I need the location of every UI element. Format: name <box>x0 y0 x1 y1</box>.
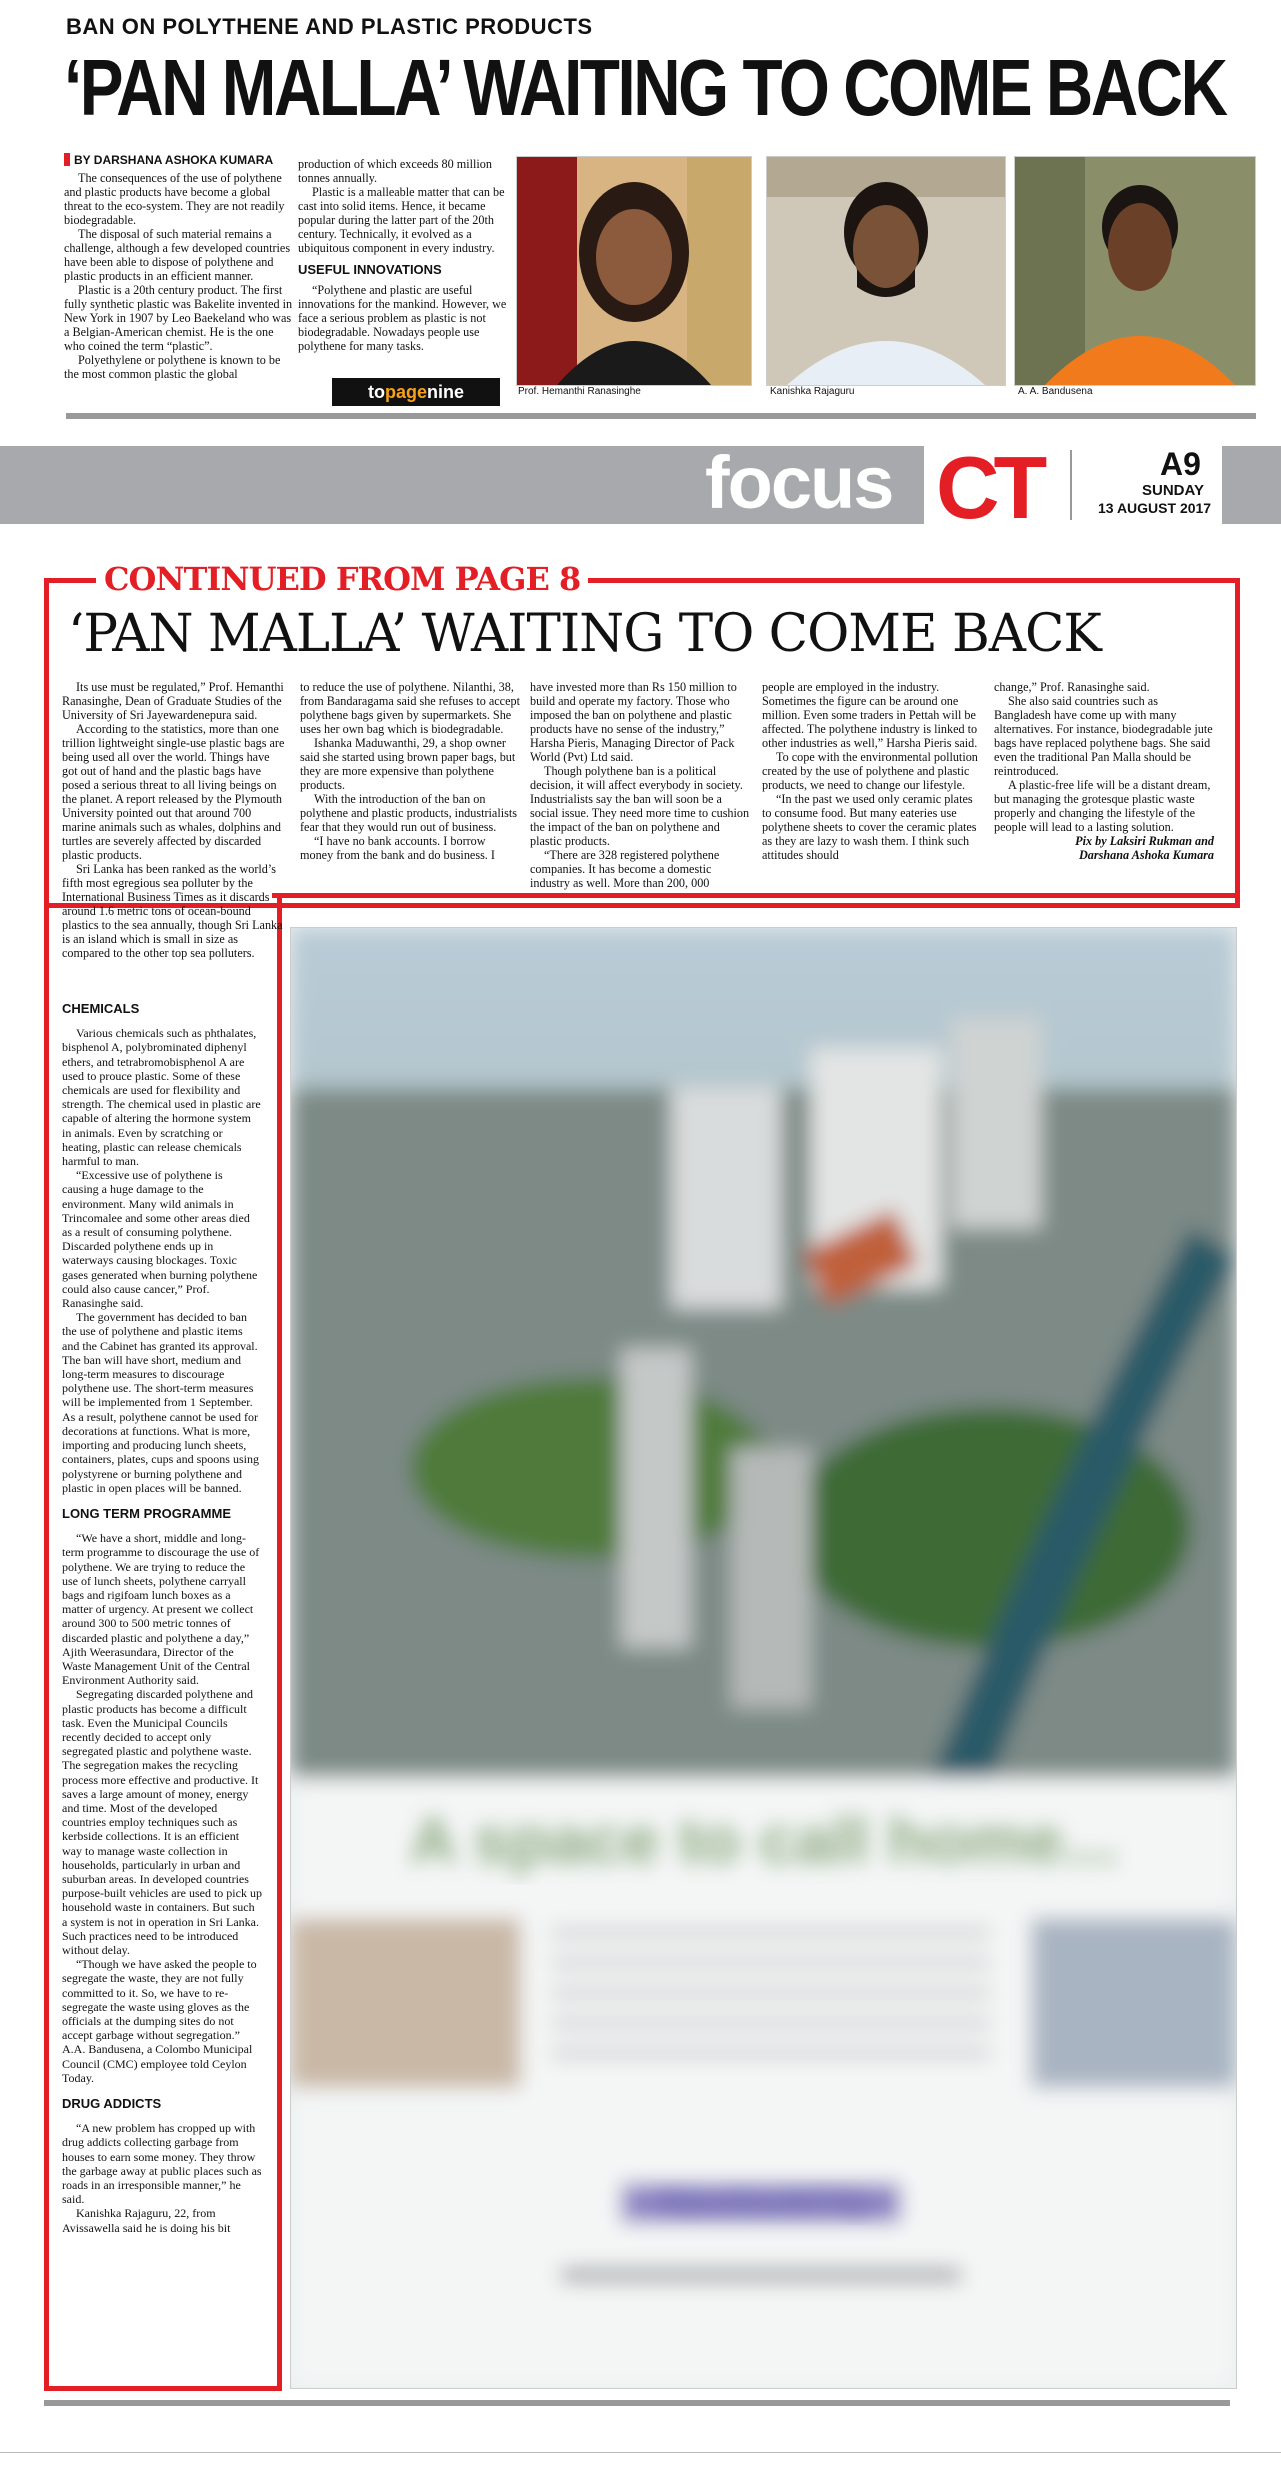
paragraph: A plastic-free life will be a distant dream, but managing the grotesque plastic waste properly and changing the lifestyle of the people will lead to a lasting solution. <box>994 778 1211 834</box>
page-number: A9 <box>1160 446 1201 482</box>
subhead-useful-innovations: USEFUL INNOVATIONS <box>298 262 442 277</box>
paragraph: To cope with the environmental pollution created by the use of polythene and plastic products, we need to change our lifestyle. <box>762 750 978 792</box>
ceylon-today-logo: CT <box>936 438 1042 537</box>
paragraph: “Polythene and plastic are useful innovations for the mankind. However, we face a serious problem as plastic is not biodegradable. Nowadays people use polythene for many tasks. <box>298 283 507 353</box>
cont-col-4 <box>762 680 984 862</box>
top-divider <box>66 413 1256 419</box>
continued-headline: ‘PAN MALLA’ WAITING TO COME BACK <box>68 604 1101 664</box>
advert-headline: A space to call home... <box>409 1803 1119 1877</box>
paragraph: Various chemicals such as phthalates, bisphenol A, polybrominated diphenyl ethers, and tetrabromobisphenol A are used to prouce plastic. Some of these chemicals are used for flexibility and strength. The chemical used in plastic are capable of altering the hormone system in animals. Even by scratching or heating, plastic can release chemicals harmful to man. <box>62 1026 261 1169</box>
subhead-drug-addicts: DRUG ADDICTS <box>62 2096 162 2112</box>
paragraph: Segregating discarded polythene and plastic products has become a difficult task. Even the Municipal Councils recently decided to accept only segregated plastic and polythene waste. The segregation makes the recycling process more effective and productive. It saves a large amount of money, energy and time. Most of the developed countries employ techniques such as kerbside collections. It is an efficient way to manage waste collection in households, particularly in urban and suburban areas. In developed countries purpose-built vehicles are used to pick up household waste in containers. But such a system is not in operation in Sri Lanka. Such practices need to be introduced without delay. <box>62 1687 262 1957</box>
paragraph: Sri Lanka has been ranked as the world’s fifth most egregious sea polluter by the International Business Times as it discards around 1.6 metric tons of ocean-bound plastics to the sea annually, though Sri Lanka is an island which is small in size as compared to the other top sea polluters. <box>62 862 283 960</box>
paragraph: change,” Prof. Ranasinghe said. <box>994 680 1150 694</box>
paragraph: Kanishka Rajaguru, 22, from Avissawella said he is doing his bit <box>62 2206 231 2235</box>
paragraph: Its use must be regulated,” Prof. Hemanthi Ranasinghe, Dean of Graduate Studies of the University of Sri Jayewardenepura said. <box>62 680 284 722</box>
cont-col-3 <box>530 680 750 890</box>
bottom-divider <box>44 2400 1230 2406</box>
page-headline: ‘PAN MALLA’ WAITING TO COME BACK <box>64 43 1226 132</box>
frame-join <box>272 893 1235 898</box>
paragraph: people are employed in the industry. Sometimes the figure can be around one million. Even some traders in Pettah will be affected. The polythene industry is linked to other industries as well,” Harsha Pieris said. <box>762 680 978 750</box>
paragraph: production of which exceeds 80 million tonnes annually. <box>298 157 492 185</box>
byline-text: BY DARSHANA ASHOKA KUMARA <box>74 153 274 167</box>
paragraph: The consequences of the use of polythene and plastic products have become a global threat to the eco-system. They are not readily biodegradable. <box>64 171 285 227</box>
paragraph: to reduce the use of polythene. Nilanthi, 38, from Bandaragama said she refuses to accept polythene bags given by supermarkets. She uses her own bag which is biodegradable. <box>300 680 520 736</box>
paragraph: Plastic is a malleable matter that can be cast into solid items. Hence, it became popular during the latter part of the 20th century. Technically, it evolved as a ubiquitous component in every industry. <box>298 185 505 255</box>
cont-col-2 <box>300 680 520 862</box>
paragraph: With the introduction of the ban on polythene and plastic products, industrialists fear that they would run out of business. <box>300 792 517 834</box>
advert-brand: HavelockCity <box>657 2183 871 2221</box>
photo-aa-bandusena <box>1014 156 1256 386</box>
photo-hemanthi-ranasinghe <box>516 156 752 386</box>
photo-caption: Kanishka Rajaguru <box>770 386 855 397</box>
byline <box>64 153 273 167</box>
top-col-1 <box>64 171 296 381</box>
photo-caption: Prof. Hemanthi Ranasinghe <box>518 386 641 397</box>
photo-credit-line-2: Darshana Ashoka Kumara <box>1078 848 1214 862</box>
paragraph: “In the past we used only ceramic plates to consume food. But many eateries use polythene sheets to cover the ceramic plates as they are lazy to wash them. I think such attitudes should <box>762 792 977 862</box>
paragraph: The disposal of such material remains a challenge, although a few developed countries have been able to dispose of polythene and plastic products in an efficient manner. <box>64 227 291 283</box>
issue-day: SUNDAY <box>1142 482 1204 499</box>
paragraph: The government has decided to ban the use of polythene and plastic items and the Cabinet has granted its approval. The ban will have short, medium and long-term measures to discourage polythene use. The short-term measures will be implemented from 1 September. As a result, polythene cannot be used for decorations at functions. What is more, importing and producing lunch sheets, containers, plates, cups and spoons using polystyrene or burning polythene and plastic in open places will be banned. <box>62 1310 259 1495</box>
photo-credit-line-1: Pix by Laksiri Rukman and <box>1075 834 1214 848</box>
paragraph: According to the statistics, more than one trillion lightweight single-use plastic bags are being used all over the world. Things have got out of hand and the plastic bags have posed a serious threat to all living beings on the planet. A report released by the Plymouth University pointed out that around 700 marine animals such as whales, dolphins and turtles are severely affected by discarded plastic products. <box>62 722 285 862</box>
continued-label: CONTINUED FROM PAGE 8 <box>96 560 588 598</box>
subhead-long-term: LONG TERM PROGRAMME <box>62 1505 231 1521</box>
photo-caption: A. A. Bandusena <box>1018 386 1093 397</box>
paragraph: “There are 328 registered polythene companies. It has become a domestic industry as well. More than 200, 000 <box>530 848 720 890</box>
paragraph: “Though we have asked the people to segregate the waste, they are not fully committed to it. So, we have to re-segregate the waste using gloves as the officials at the dumping sites do not accept garbage without segregation.” A.A. Bandusena, a Colombo Municipal Council (CMC) employee told Ceylon Today. <box>62 1957 257 2085</box>
cont-col-5 <box>994 680 1214 862</box>
paragraph: Plastic is a 20th century product. The first fully synthetic plastic was Bakelite invented in New York in 1907 by Leo Baekeland who was a Belgian-American chemist. He is the one who coined the term “plastic”. <box>64 283 293 353</box>
kicker: BAN ON POLYTHENE AND PLASTIC PRODUCTS <box>66 14 593 39</box>
band-divider <box>1070 450 1072 520</box>
advert-image <box>291 928 1236 2388</box>
paragraph: Polyethylene or polythene is known to be the most common plastic the global <box>64 353 281 381</box>
paragraph: “I have no bank accounts. I borrow money from the bank and do business. I <box>300 834 495 862</box>
left-long-column <box>62 990 262 2235</box>
top-col-2 <box>298 157 510 353</box>
paragraph: have invested more than Rs 150 million to build and operate my factory. Those who imposed the ban on polythene and plastic products have no sense of the industry,” Harsha Pieris, Managing Director of Pack World (Pvt) Ltd said. <box>530 680 737 764</box>
subhead-chemicals: CHEMICALS <box>62 1001 140 1016</box>
section-name: focus <box>705 441 893 524</box>
paragraph: “A new problem has cropped up with drug addicts collecting garbage from houses to earn some money. They throw the garbage away at public places such as roads in an irresponsible manner,” he said. <box>62 2121 262 2207</box>
paragraph: “We have a short, middle and long-term programme to discourage the use of polythene. We are trying to reduce the use of lunch sheets, polythene carryall bags and rigifoam lunch boxes as a matter of urgency. At present we collect around 300 to 500 metric tonnes of discarded plastic and polythene a day,” Ajith Weerasundara, Director of the Waste Management Unit of the Central Environment Authority said. <box>62 1531 260 1688</box>
cont-col-1 <box>62 680 286 960</box>
advertisement[interactable] <box>290 927 1237 2389</box>
paragraph: “Excessive use of polythene is causing a huge damage to the environment. Many wild animals in Trincomalee and some other areas died as a result of consuming polythene. Discarded polythene ends up in waterways causing blockages. Toxic gases generated when burning polythene could also cause cancer,” Prof. Ranasinghe said. <box>62 1168 258 1311</box>
band-end <box>1222 446 1234 524</box>
paragraph: She also said countries such as Bangladesh have come up with many alternatives. For instance, biodegradable jute bags have replaced polythene bags. She said even the traditional Pan Malla should be reintroduced. <box>994 694 1213 778</box>
byline-marker <box>64 153 70 166</box>
page-edge-line <box>0 2452 1281 2453</box>
photo-kanishka-rajaguru <box>766 156 1006 386</box>
paragraph: Ishanka Maduwanthi, 29, a shop owner said she started using brown paper bags, but they are more expensive than polythene products. <box>300 736 516 792</box>
to-page-nine-banner[interactable]: topagenine <box>332 378 500 406</box>
issue-date: 13 AUGUST 2017 <box>1098 500 1212 516</box>
paragraph: Though polythene ban is a political decision, it will affect everybody in society. Industrialists say the ban will soon be a social issue. They need more time to cushion the impact of the ban on polythene and plastic products. <box>530 764 750 848</box>
